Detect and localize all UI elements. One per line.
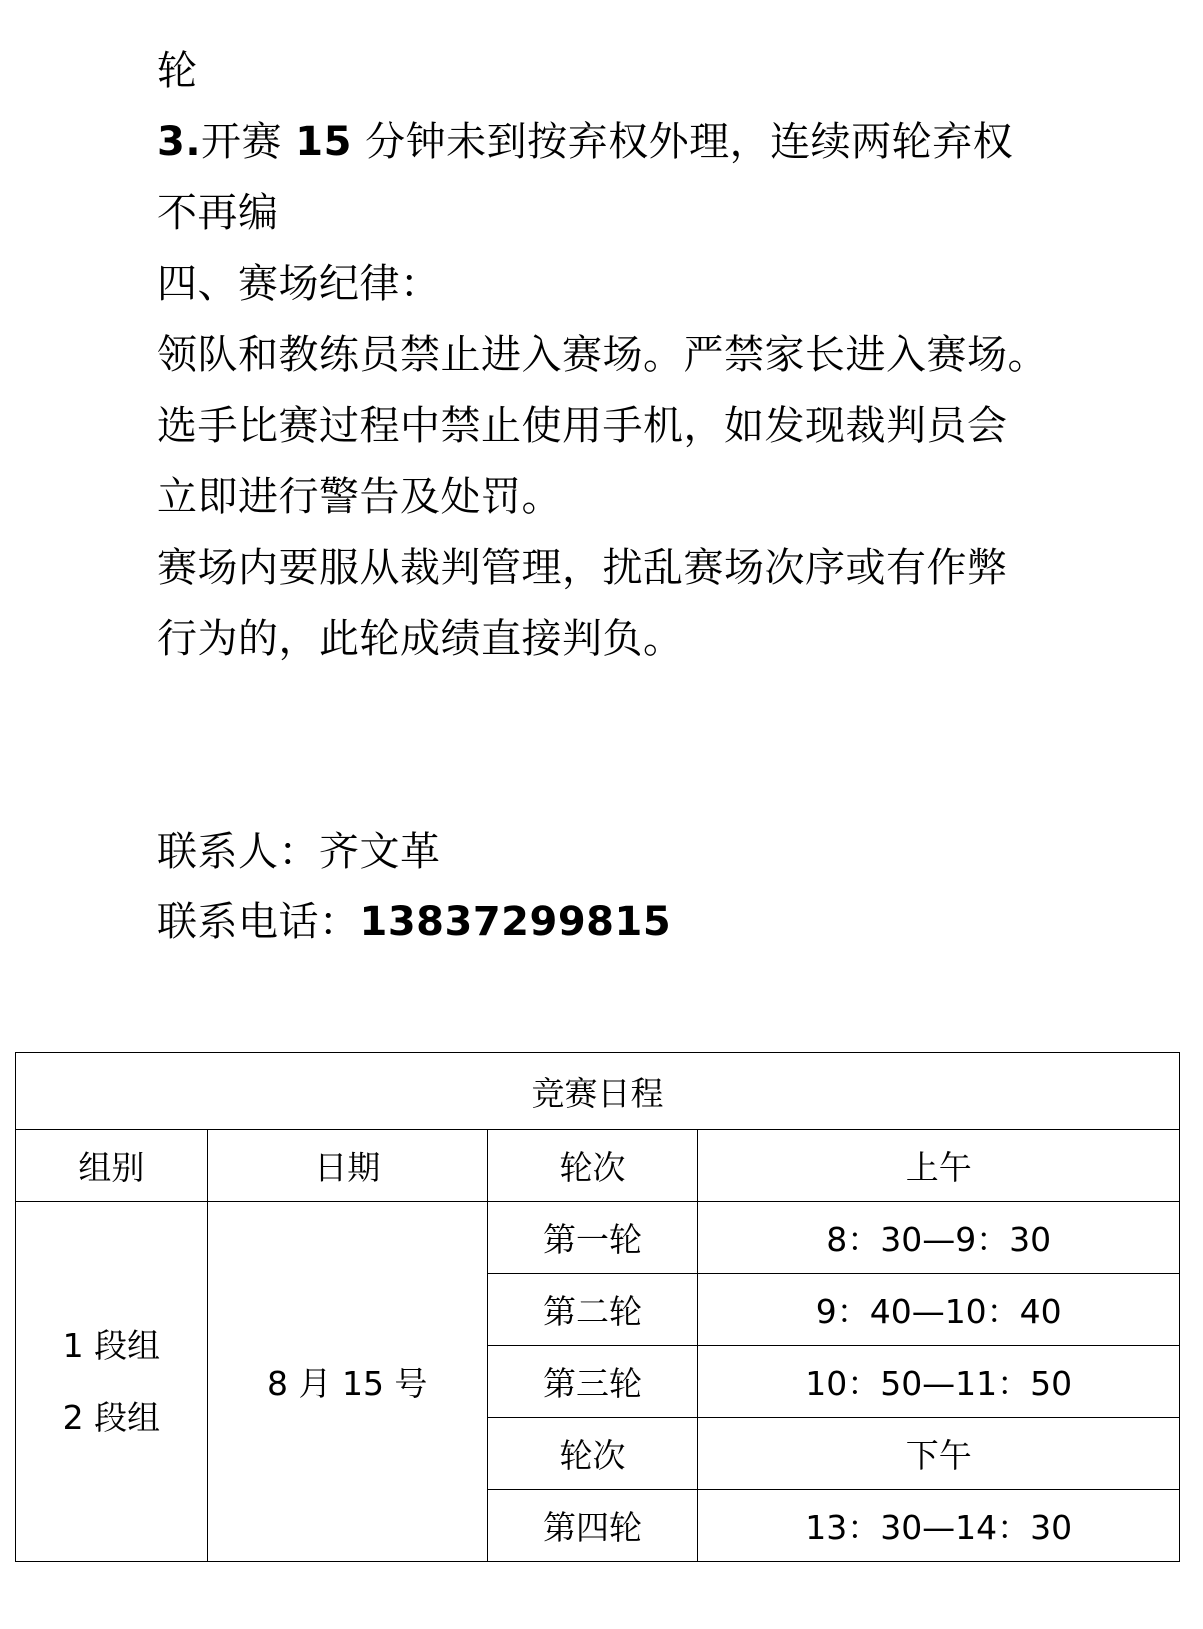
text-span: 选手比赛过程中禁止使用手机，如发现裁判员会: [157, 403, 1008, 449]
text-line: [157, 36, 1147, 107]
contact-info: [157, 817, 1057, 957]
item-number: 3.: [157, 119, 202, 165]
text-span: 不再编: [157, 190, 279, 236]
text-span: 赛场内要服从裁判管理，扰乱赛场次序或有作弊: [157, 545, 1008, 591]
group-label: 2 段组: [62, 1397, 161, 1437]
text-span: 开赛: [201, 119, 283, 165]
text-line: [157, 320, 1147, 391]
contact-phone-number: 13837299815: [359, 899, 672, 945]
text-line: [157, 391, 1147, 462]
date-cell: 8 月 15 号: [207, 1202, 487, 1562]
contact-person: [157, 817, 1057, 887]
header-group: 组别: [16, 1130, 208, 1202]
header-round: 轮次: [487, 1130, 698, 1202]
minutes-number: 15: [295, 119, 352, 165]
text-line: [157, 178, 1147, 249]
contact-phone: [157, 887, 1057, 957]
text-line: [157, 533, 1147, 604]
time-cell: 9：40—10：40: [698, 1274, 1180, 1346]
round-cell: 第三轮: [487, 1346, 698, 1418]
time-cell: 10：50—11：50: [698, 1346, 1180, 1418]
schedule-table: [15, 1052, 1180, 1562]
contact-phone-label: 联系电话：: [157, 899, 360, 945]
table-title-row: [16, 1053, 1180, 1130]
group-cell: [16, 1202, 208, 1562]
table-title: 竞赛日程: [16, 1053, 1180, 1130]
header-date: 日期: [207, 1130, 487, 1202]
text-line: [157, 604, 1147, 675]
round-cell: 第一轮: [487, 1202, 698, 1274]
round-cell: 第四轮: [487, 1490, 698, 1562]
group-label: 1 段组: [62, 1325, 161, 1365]
header-afternoon: 下午: [698, 1418, 1180, 1490]
table-header-row: [16, 1130, 1180, 1202]
time-cell: 13：30—14：30: [698, 1490, 1180, 1562]
round-cell: 第二轮: [487, 1274, 698, 1346]
header-morning: 上午: [698, 1130, 1180, 1202]
time-cell: 8：30—9：30: [698, 1202, 1180, 1274]
contact-person-name: 齐文革: [319, 829, 441, 875]
contact-person-label: 联系人：: [157, 829, 319, 875]
table-row: [16, 1202, 1180, 1274]
text-line: [157, 462, 1147, 533]
rules-text: [157, 36, 1147, 675]
text-span: 立即进行警告及处罚。: [157, 474, 562, 520]
header-round: 轮次: [487, 1418, 698, 1490]
text-line: [157, 107, 1147, 178]
text-span: 行为的，此轮成绩直接判负。: [157, 616, 684, 662]
text-span: 分钟未到按弃权外理，连续两轮弃权: [365, 119, 1014, 165]
text-span: 轮: [157, 48, 198, 94]
text-span: 领队和教练员禁止进入赛场。严禁家长进入赛场。: [157, 332, 1048, 378]
section-heading: [157, 249, 1147, 320]
text-span: 四、赛场纪律：: [157, 261, 441, 307]
